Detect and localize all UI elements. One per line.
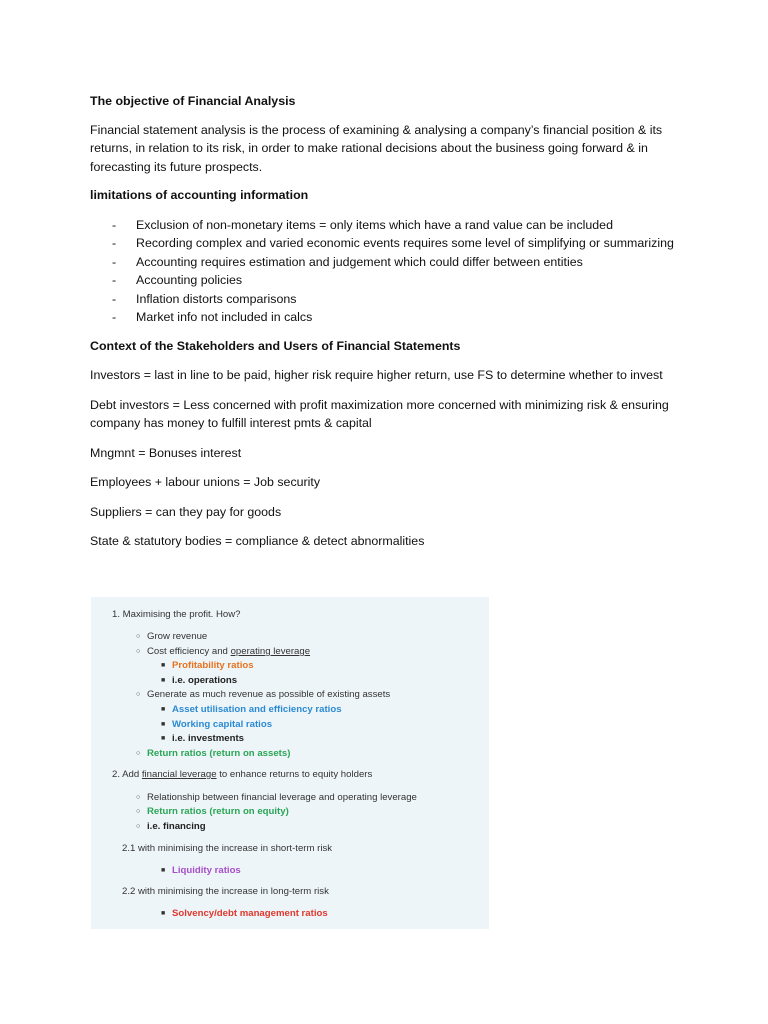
dash-marker: - [112, 236, 117, 250]
list-item: - Recording complex and varied economic events requires some level of simplifying or summarizing [90, 234, 690, 253]
outline-item: ○ i.e. financing [136, 820, 206, 835]
outline-item: ○ Return ratios (return on equity) [136, 805, 289, 820]
stakeholder-paragraph: Investors = last in line to be paid, higher risk require higher return, use FS to determine whether to invest [90, 368, 663, 382]
outline-item: ■ Liquidity ratios [161, 864, 241, 879]
outline-item: ○ Cost efficiency and operating leverage [136, 645, 310, 660]
dash-marker: - [112, 291, 117, 306]
circle-bullet-icon: ○ [136, 794, 141, 801]
outline-item: ■ Working capital ratios [161, 718, 272, 733]
circle-bullet-icon: ○ [136, 750, 141, 757]
outline-item: ○ Return ratios (return on assets) [136, 747, 290, 762]
square-bullet-icon: ■ [161, 910, 166, 917]
list-item: - Accounting policies [90, 271, 690, 290]
outline-item: ■ Asset utilisation and efficiency ratios [161, 703, 342, 718]
underlined-term: operating leverage [230, 646, 311, 657]
stakeholder-paragraph: Employees + labour unions = Job security [90, 475, 321, 489]
outline-item: 2. Add financial leverage to enhance returns to equity holders [112, 769, 373, 780]
stakeholder-paragraph: Mngmnt = Bonuses interest [90, 445, 242, 460]
outline-item: ■ Profitability ratios [161, 659, 254, 674]
square-bullet-icon: ■ [161, 706, 166, 713]
square-bullet-icon: ■ [161, 721, 166, 728]
outline-item: ■ Solvency/debt management ratios [161, 907, 328, 922]
dash-marker: - [112, 217, 117, 232]
list-item: - Inflation distorts comparisons [90, 290, 690, 309]
limitations-heading: limitations of accounting information [90, 188, 309, 202]
square-bullet-icon: ■ [161, 677, 166, 684]
dash-marker: - [112, 254, 117, 269]
list-item: - Market info not included in calcs [90, 308, 690, 327]
outline-item: 2.1 with minimising the increase in short-term risk [122, 843, 333, 854]
square-bullet-icon: ■ [161, 867, 166, 874]
outline-item: ○ Grow revenue [136, 630, 207, 645]
outline-item: ■ i.e. operations [161, 674, 237, 689]
circle-bullet-icon: ○ [136, 648, 141, 655]
circle-bullet-icon: ○ [136, 691, 141, 698]
underlined-term: financial leverage [141, 769, 217, 780]
stakeholders-heading: Context of the Stakeholders and Users of Financial Statements [90, 338, 461, 353]
circle-bullet-icon: ○ [136, 823, 141, 830]
outline-item: ○ Relationship between financial leverage and operating leverage [136, 791, 417, 806]
intro-paragraph: Financial statement analysis is the process of examining & analysing a company’s financial position & its returns, in relation to its risk, in order to make rational decisions about the business going forward & in forecasting its future prospects. [90, 122, 663, 174]
square-bullet-icon: ■ [161, 735, 166, 742]
stakeholder-paragraph: Debt investors = Less concerned with profit maximization more concerned with minimizing risk & ensuring company has money to fulfill interest pmts & capital [90, 397, 669, 430]
document-body [90, 92, 690, 561]
outline-item: 1. Maximising the profit. How? [112, 609, 241, 620]
outline-item: ■ i.e. investments [161, 732, 244, 747]
circle-bullet-icon: ○ [136, 808, 141, 815]
dash-marker: - [112, 310, 117, 324]
square-bullet-icon: ■ [161, 662, 166, 669]
dash-marker: - [112, 273, 117, 287]
document-title: The objective of Financial Analysis [90, 94, 296, 108]
ratios-outline-figure [91, 597, 489, 929]
outline-item: 2.2 with minimising the increase in long-term risk [122, 886, 329, 897]
list-item: - Accounting requires estimation and judgement which could differ between entities [90, 253, 690, 272]
circle-bullet-icon: ○ [136, 633, 141, 640]
outline-item: ○ Generate as much revenue as possible of existing assets [136, 688, 390, 703]
list-item: - Exclusion of non-monetary items = only items which have a rand value can be included [90, 216, 690, 235]
limitations-list [90, 216, 690, 327]
stakeholder-paragraph: State & statutory bodies = compliance & detect abnormalities [90, 534, 425, 548]
stakeholder-paragraph: Suppliers = can they pay for goods [90, 504, 282, 519]
